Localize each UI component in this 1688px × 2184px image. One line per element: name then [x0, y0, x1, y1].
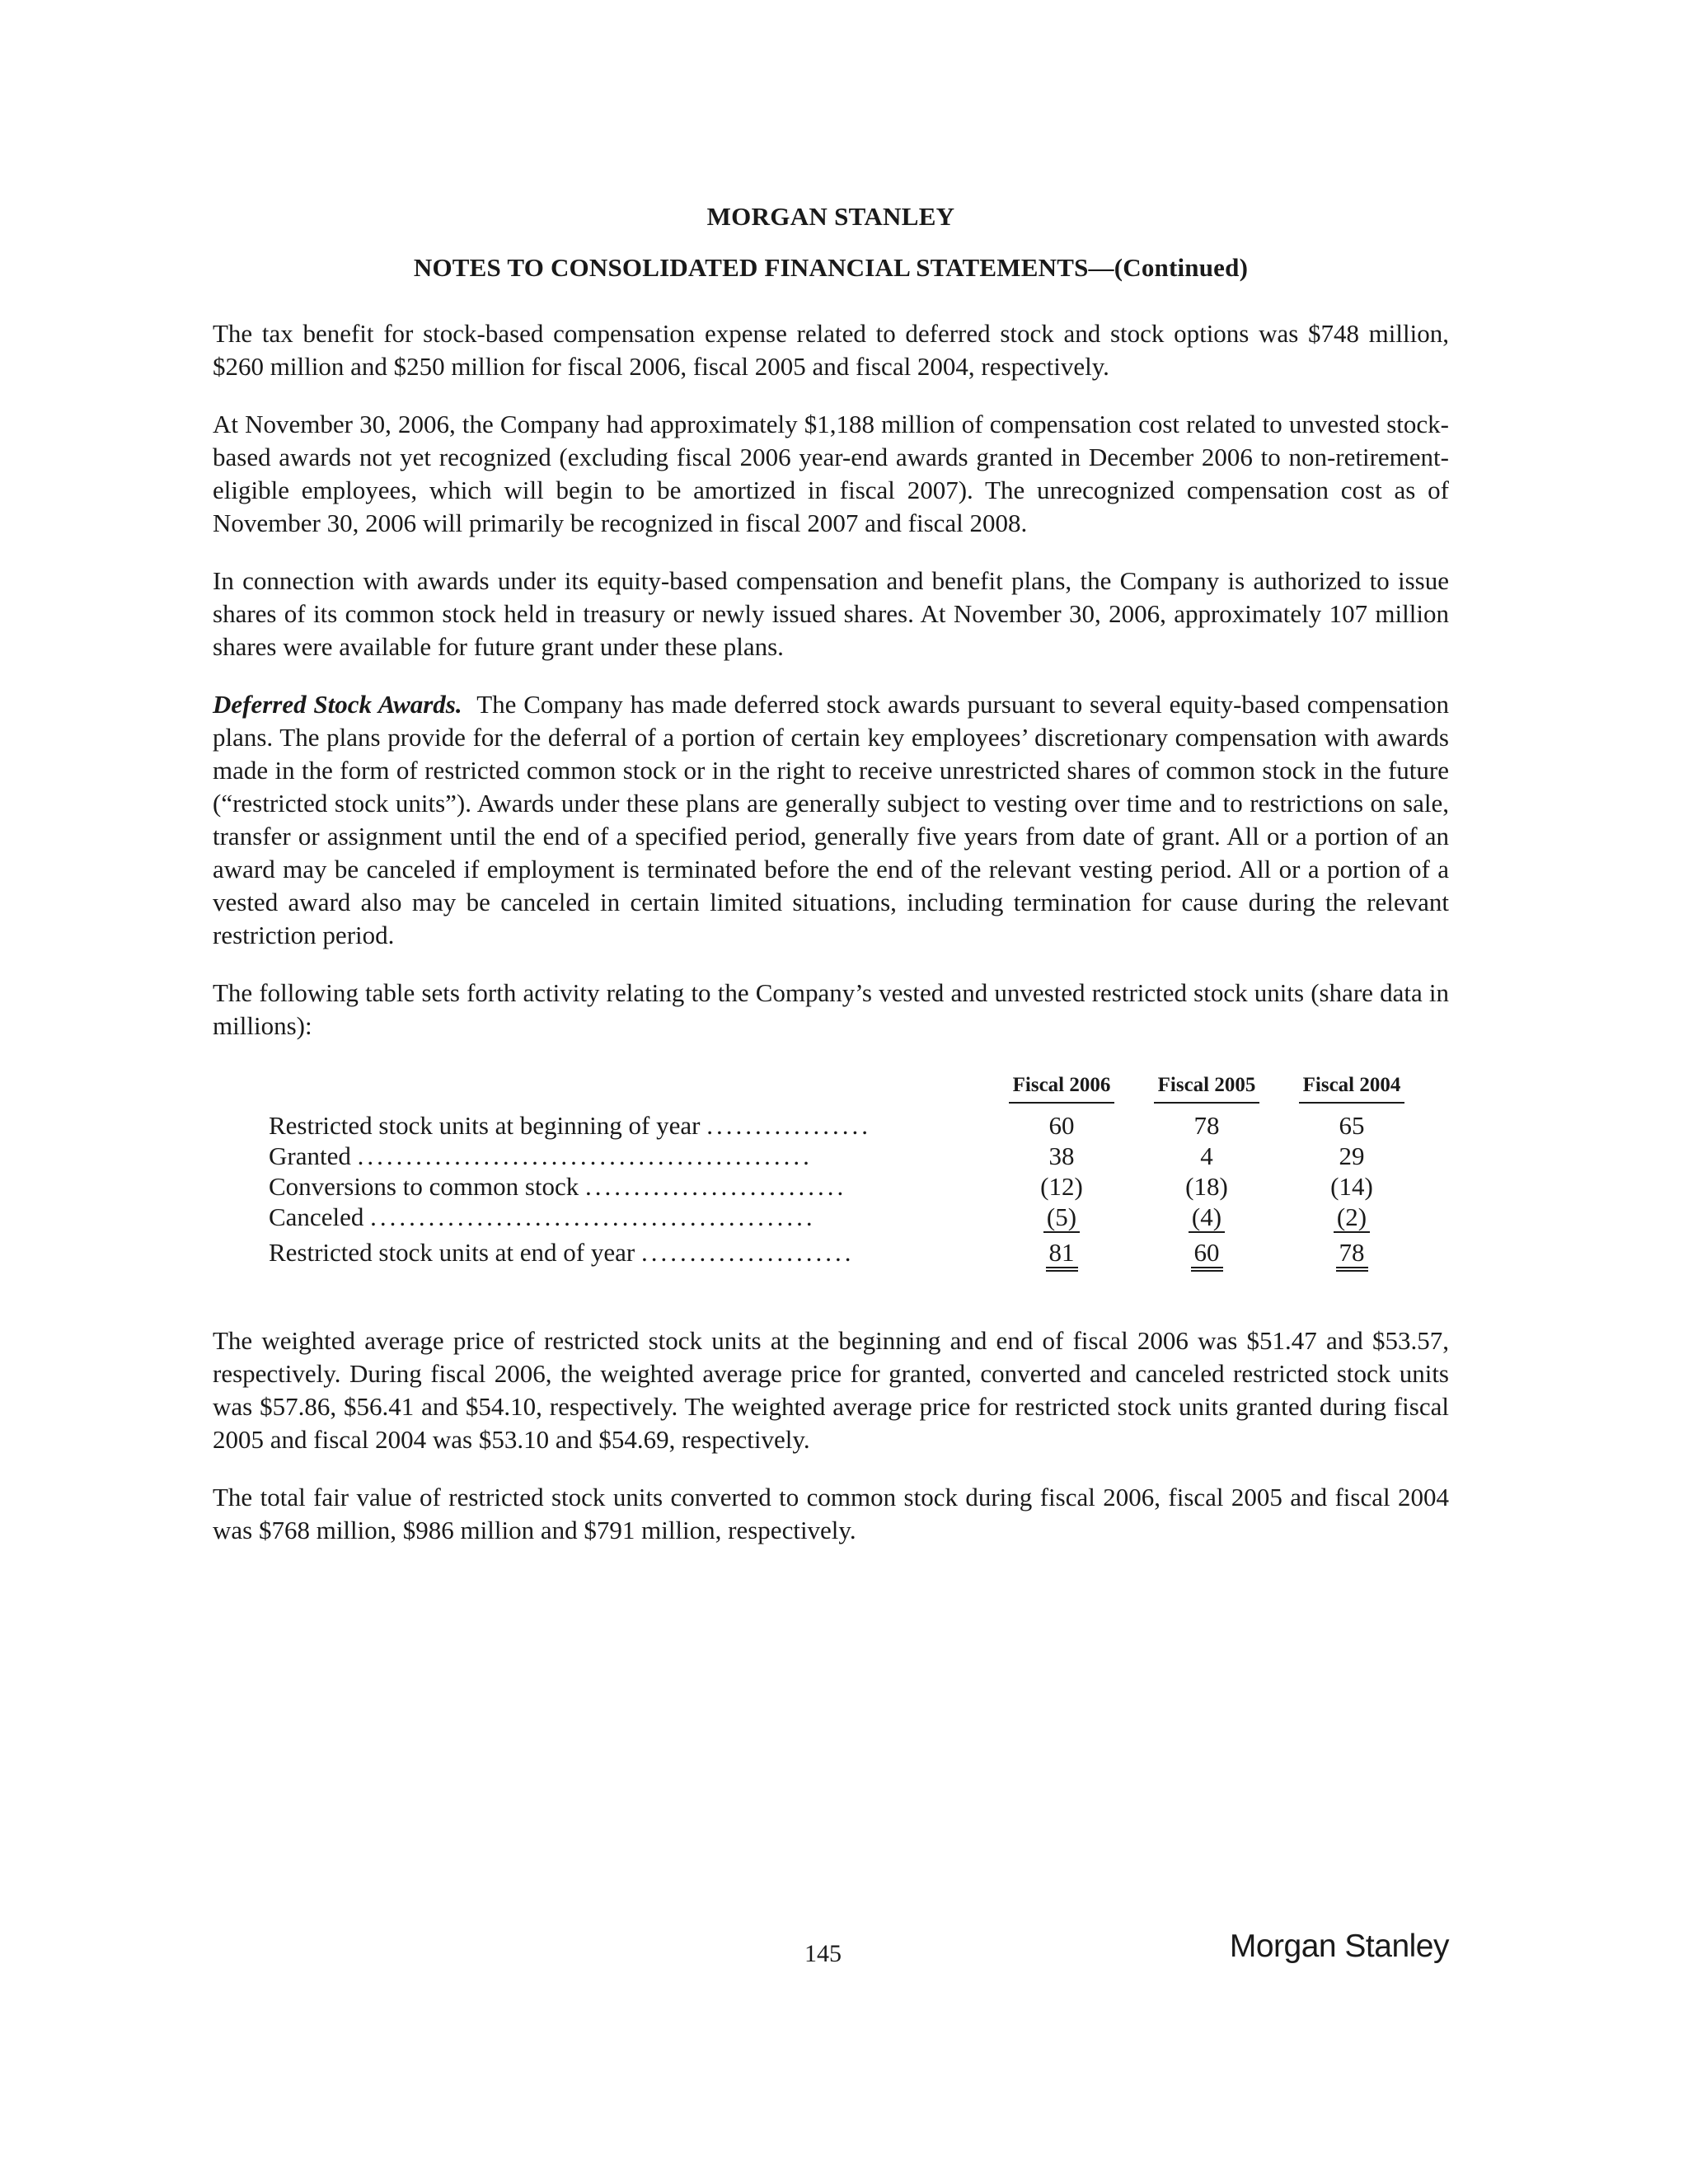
paragraph-shares-available: In connection with awards under its equity-based compensation and benefit plans, the Company is authorized to issue shares of its common stock held in treasury or newly issued shares. At November 30, 2006, approximately 107 million shares were available for future grant under these plans.: [213, 566, 1449, 661]
cell-fiscal-2005: (18): [1185, 1172, 1228, 1201]
cell-fiscal-2004: (14): [1330, 1172, 1373, 1201]
cell-fiscal-2005: 60: [1154, 1237, 1259, 1272]
column-header-fiscal-2006: Fiscal 2006: [1009, 1074, 1114, 1104]
cell-fiscal-2004: 29: [1339, 1141, 1365, 1170]
cell-fiscal-2006: 60: [1048, 1111, 1075, 1140]
cell-fiscal-2004: 78: [1299, 1237, 1404, 1272]
cell-fiscal-2006: 38: [1048, 1141, 1075, 1170]
row-label: Restricted stock units at end of year ......................: [269, 1238, 855, 1267]
deferred-stock-awards-body: The Company has made deferred stock awards pursuant to several equity-based compensation plans. The plans provide for the deferral of a portion of certain key employees’ discretionary compensation with awards made in the form of restricted common stock or in the right to receive unrestricted shares of common stock in the future (“restricted stock units”). Awards under these plans are generally subject to vesting over time and to restrictions on sale, transfer or assignment until the end of a specified period, generally five years from date of grant. All or a portion of an award may be canceled if employment is terminated before the end of the relevant vesting period. All or a portion of a vested award also may be canceled in certain limited situations, including termination for cause during the relevant restriction period.: [213, 690, 1450, 949]
row-label: Granted ...............................................: [269, 1141, 813, 1170]
column-header-fiscal-2005: Fiscal 2005: [1154, 1074, 1259, 1104]
paragraph-deferred-stock-awards: [213, 688, 1449, 952]
cell-fiscal-2006: 81: [1009, 1237, 1114, 1272]
cell-fiscal-2005: 4: [1200, 1141, 1213, 1170]
cell-fiscal-2004: (2): [1299, 1202, 1404, 1233]
document-page: [213, 202, 1449, 1547]
cell-fiscal-2004: 65: [1339, 1111, 1365, 1140]
cell-fiscal-2005: 78: [1193, 1111, 1220, 1140]
page-footer: [0, 1929, 1688, 1978]
restricted-stock-units-table: [213, 1074, 1449, 1313]
page-number: 145: [804, 1940, 842, 1967]
cell-fiscal-2006: (5): [1009, 1202, 1114, 1233]
paragraph-unrecognized-cost: At November 30, 2006, the Company had approximately $1,188 million of compensation cost related to unvested stock-based awards not yet recognized (excluding fiscal 2006 year-end awards granted in December 2006 to non-retirement-eligible employees, which will begin to be amortized in fiscal 2007). The unrecognized compensation cost as of November 30, 2006 will primarily be recognized in fiscal 2007 and fiscal 2008.: [213, 410, 1449, 537]
row-label: Restricted stock units at beginning of year .................: [269, 1111, 871, 1140]
company-title: MORGAN STANLEY: [706, 202, 955, 231]
cell-fiscal-2006: (12): [1040, 1172, 1083, 1201]
paragraph-tax-benefit: The tax benefit for stock-based compensation expense related to deferred stock and stock options was $748 million, $260 million and $250 million for fiscal 2006, fiscal 2005 and fiscal 2004, respectively.: [213, 319, 1449, 381]
column-header-fiscal-2004: Fiscal 2004: [1299, 1074, 1404, 1104]
paragraph-weighted-average-price: The weighted average price of restricted stock units at the beginning and end of fiscal 2006 was $51.47 and $53.57, respectively. During fiscal 2006, the weighted average price for granted, converted and canceled restricted stock units was $57.86, $56.41 and $54.10, respectively. The weighted average price for restricted stock units granted during fiscal 2005 and fiscal 2004 was $53.10 and $54.69, respectively.: [213, 1326, 1449, 1454]
paragraph-table-intro: The following table sets forth activity relating to the Company’s vested and unvested restricted stock units (share data in millions):: [213, 978, 1449, 1040]
cell-fiscal-2005: (4): [1154, 1202, 1259, 1233]
deferred-stock-awards-heading: Deferred Stock Awards.: [213, 690, 462, 719]
row-label: Canceled ..............................................: [269, 1202, 816, 1231]
row-label: Conversions to common stock ...........................: [269, 1172, 847, 1201]
morgan-stanley-logo: Morgan Stanley: [1229, 1929, 1449, 1964]
paragraph-fair-value: The total fair value of restricted stock units converted to common stock during fiscal 2006, fiscal 2005 and fiscal 2004 was $768 million, $986 million and $791 million, respectively.: [213, 1483, 1449, 1544]
section-title: NOTES TO CONSOLIDATED FINANCIAL STATEMENTS—(Continued): [413, 253, 1249, 282]
